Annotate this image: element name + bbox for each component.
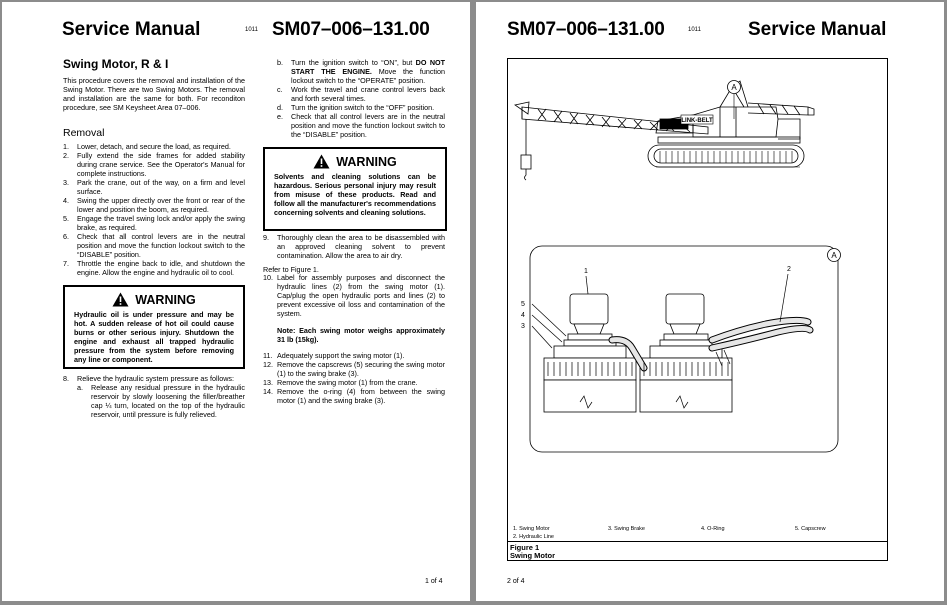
warning-header bbox=[265, 154, 445, 170]
pressure-relief-substeps bbox=[263, 58, 445, 139]
detail-letter: A bbox=[831, 251, 837, 260]
crane-overview-illustration bbox=[508, 59, 887, 189]
removal-steps-list-continued bbox=[263, 351, 445, 405]
weight-note: Note: Each swing motor weighs approximately 31 lb (15kg). bbox=[277, 326, 445, 344]
manual-page-2 bbox=[476, 2, 944, 601]
figure-frame bbox=[507, 58, 888, 561]
list-item: 3. Park the crane, out of the way, on a firm and level surface. bbox=[63, 178, 245, 196]
list-item: 14. Remove the o-ring (4) from between the swing motor (1) and the swing brake (3). bbox=[263, 387, 445, 405]
warning-triangle-icon bbox=[313, 154, 330, 169]
figure-divider bbox=[508, 541, 887, 542]
revision-number: 1011 bbox=[688, 27, 701, 33]
revision-number: 1011 bbox=[245, 27, 258, 33]
step-10-list bbox=[263, 273, 445, 318]
list-item: d. Turn the ignition switch to the “OFF” position. bbox=[277, 103, 435, 112]
list-item: 5. Engage the travel swing lock and/or apply the swing brake, as required. bbox=[63, 214, 245, 232]
list-item: 7. Throttle the engine back to idle, and shutdown the engine. Allow the engine and hydraulic oil to cool. bbox=[63, 259, 245, 277]
legend-item: 5. Capscrew bbox=[795, 526, 826, 532]
warning-box-hydraulic bbox=[63, 285, 245, 369]
swing-motor-detail-illustration bbox=[508, 244, 887, 459]
warning-box-solvents bbox=[263, 147, 447, 231]
list-item: 13. Remove the swing motor (1) from the crane. bbox=[263, 378, 418, 387]
list-item: 1. Lower, detach, and secure the load, as required. bbox=[63, 142, 231, 151]
figure-label: Figure 1 bbox=[510, 543, 540, 552]
list-item: b. Turn the ignition switch to “ON”, but DO NOT START THE ENGINE. Move the function lockout switch to the “OPERATE” position. bbox=[277, 58, 445, 85]
warning-text: Hydraulic oil is under pressure and may be hot. A sudden release of hot oil could cause burns or other serious injury. Shutdown the engine and exhaust all trapped hydraulic pressure from the system before removing any line or component. bbox=[74, 310, 234, 364]
warning-triangle-icon bbox=[112, 292, 129, 307]
warning-header bbox=[65, 292, 243, 308]
part-number-label: 2 bbox=[787, 266, 791, 273]
callout-letter: A bbox=[731, 83, 737, 92]
crane-brand-label: LINK-BELT bbox=[681, 118, 713, 124]
list-item: a. Release any residual pressure in the hydraulic reservoir by slowly loosening the filler/breather cap ¼ turn, located on the top of the hydraulic reservoir, until pressure is fully relieved. bbox=[77, 383, 245, 419]
list-item: 8. Relieve the hydraulic system pressure as follows: bbox=[63, 374, 234, 383]
legend-item: 3. Swing Brake bbox=[608, 526, 645, 532]
list-item: e. Check that all control levers are in the neutral position and move the function lockout switch to the “DISABLE” position. bbox=[277, 112, 445, 139]
list-item: 2. Fully extend the side frames for added stability during crane service. See the Operator's Manual for complete instructions. bbox=[63, 151, 245, 178]
manual-page-1 bbox=[2, 2, 470, 601]
removal-heading: Removal bbox=[63, 127, 105, 139]
step-9-list bbox=[263, 233, 445, 260]
part-number-label: 4 bbox=[521, 312, 525, 319]
document-code: SM07–006–131.00 bbox=[272, 19, 430, 40]
legend-item: 4. O-Ring bbox=[701, 526, 725, 532]
part-number-label: 3 bbox=[521, 323, 525, 330]
page-title: Service Manual bbox=[62, 19, 201, 40]
figure-reference: Refer to Figure 1. bbox=[263, 265, 319, 274]
part-number-label: 5 bbox=[521, 301, 525, 308]
page-number: 2 of 4 bbox=[507, 578, 525, 585]
warning-label: WARNING bbox=[336, 155, 397, 169]
list-item: 4. Swing the upper directly over the front or rear of the lower and position the boom, as required. bbox=[63, 196, 245, 214]
list-item: 10. Label for assembly purposes and disconnect the hydraulic lines (2) from the swing motor (1). Cap/plug the open hydraulic ports and lines (2) to prevent excessive oil loss and contamination of the system. bbox=[263, 273, 445, 318]
intro-paragraph: This procedure covers the removal and installation of the Swing Motor. There are two Swing Motors. The removal and installation are the same for both. For reconditon procedure, see SM Keysheet Area 07–006. bbox=[63, 76, 245, 112]
page-title: Service Manual bbox=[748, 19, 887, 40]
figure-caption: Swing Motor bbox=[510, 551, 555, 560]
list-item: c. Work the travel and crane control levers back and forth several times. bbox=[277, 85, 445, 103]
warning-text: Solvents and cleaning solutions can be hazardous. Serious personal injury may result from misuse of these products. Read and follow all the manufacturer's recommendations concerning solvents and cleaning solutions. bbox=[274, 172, 436, 217]
legend-item: 1. Swing Motor bbox=[513, 526, 550, 532]
list-item: 9. Thoroughly clean the area to be disassembled with an approved cleaning solvent to prevent contamination. Allow the area to air dry. bbox=[263, 233, 445, 260]
legend-item: 2. Hydraulic Line bbox=[513, 534, 554, 540]
removal-steps-list bbox=[63, 142, 245, 277]
step-8-list bbox=[63, 374, 245, 419]
page-number: 1 of 4 bbox=[425, 578, 443, 585]
document-code: SM07–006–131.00 bbox=[507, 19, 665, 40]
list-item: 12. Remove the capscrews (5) securing the swing motor (1) to the swing brake (3). bbox=[263, 360, 445, 378]
section-title: Swing Motor, R & I bbox=[63, 57, 169, 71]
list-item: 6. Check that all control levers are in the neutral position and move the function lockout switch to the “DISABLE” position. bbox=[63, 232, 245, 259]
part-number-label: 1 bbox=[584, 268, 588, 275]
list-item: 11. Adequately support the swing motor (1). bbox=[263, 351, 405, 360]
warning-label: WARNING bbox=[135, 293, 196, 307]
